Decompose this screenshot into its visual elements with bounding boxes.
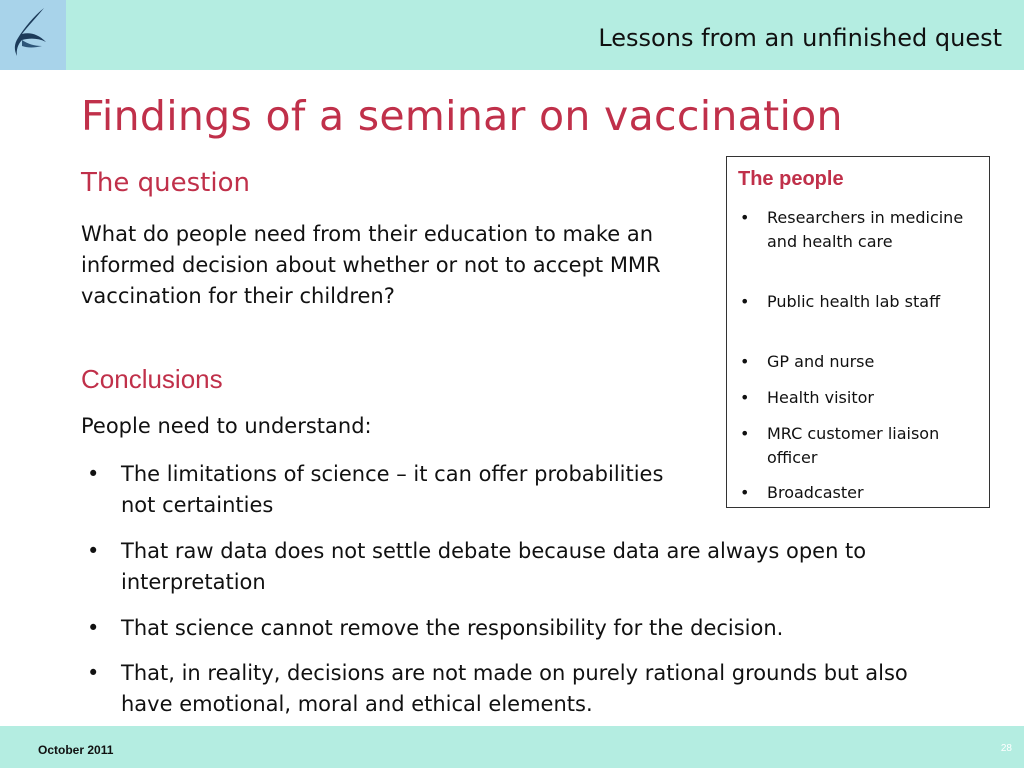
bullet-icon: • (87, 539, 100, 563)
conclusion-item (81, 459, 701, 521)
bird-logo-icon (0, 0, 66, 70)
slide-title: Findings of a seminar on vaccination (81, 92, 843, 140)
bullet-icon: • (740, 388, 750, 407)
people-item-text: Health visitor (767, 388, 874, 407)
logo (0, 0, 66, 70)
bullet-icon: • (740, 352, 750, 371)
people-item-text: Researchers in medicine and health care (767, 208, 964, 251)
footer-bar (0, 726, 1024, 768)
people-item-text: Public health lab staff (767, 292, 941, 311)
footer-date: October 2011 (38, 743, 114, 757)
people-item (738, 350, 978, 374)
conclusion-text: The limitations of science – it can offer probabilities not certainties (121, 462, 664, 517)
people-item-text: GP and nurse (767, 352, 875, 371)
bullet-icon: • (740, 483, 750, 502)
people-item (738, 481, 978, 505)
question-heading: The question (81, 168, 250, 198)
conclusion-text: That, in reality, decisions are not made on purely rational grounds but also have emotional, moral and ethical elements. (121, 661, 908, 716)
bullet-icon: • (87, 616, 100, 640)
people-item (738, 290, 978, 338)
bullet-icon: • (740, 424, 750, 443)
conclusion-item (81, 658, 961, 720)
page-number: 28 (1000, 743, 1012, 754)
conclusions-heading: Conclusions (81, 364, 223, 394)
question-text: What do people need from their education to make an informed decision about whether or not to accept MMR vaccination for their children? (81, 222, 661, 308)
conclusion-item (81, 536, 961, 598)
conclusions-intro: People need to understand: (81, 414, 372, 438)
header-bar (0, 0, 1024, 70)
conclusion-text: That science cannot remove the responsibility for the decision. (121, 616, 784, 640)
people-item (738, 206, 978, 278)
people-heading: The people (738, 168, 844, 190)
bullet-icon: • (87, 462, 100, 486)
people-item-text: MRC customer liaison officer (767, 424, 940, 467)
conclusion-text: That raw data does not settle debate because data are always open to interpretation (121, 539, 867, 594)
people-item-text: Broadcaster (767, 483, 864, 502)
bullet-icon: • (740, 292, 750, 311)
conclusion-item (81, 613, 961, 644)
people-item (738, 422, 978, 470)
people-item (738, 386, 978, 410)
presentation-title: Lessons from an unfinished quest (598, 24, 1002, 52)
people-box (726, 156, 990, 508)
bullet-icon: • (87, 661, 100, 685)
bullet-icon: • (740, 208, 750, 227)
